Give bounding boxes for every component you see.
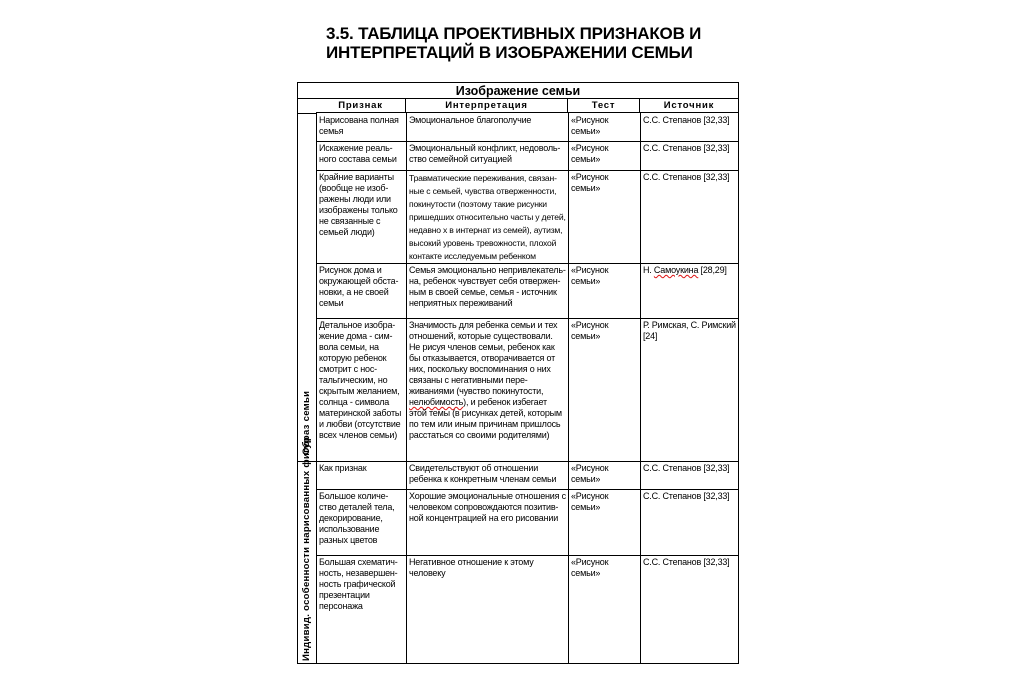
table-row-5-sign: Детальное изобра-жение дома - сим-вола семьи, на которую ребенок смотрит с нос-тальгическим, но скрытым желанием, солнца - символа материнской заботы и любви (отсутствие всех членов семьи) bbox=[319, 320, 402, 440]
table-row-4-test: «Рисунок семьи» bbox=[571, 265, 609, 286]
interp-part-3: ), и ребенок избегает этой темы (в рисунках детей, которым по тем или иным причинам пришлось расстаться со своими родителями) bbox=[409, 397, 562, 440]
table-row-6-test: «Рисунок семьи» bbox=[571, 463, 609, 484]
table-row-4-sign: Рисунок дома и окружающей обста-новки, а не своей семьи bbox=[319, 265, 399, 308]
title-line-2: ИНТЕРПРЕТАЦИЙ В ИЗОБРАЖЕНИИ СЕМЬИ bbox=[326, 43, 693, 62]
table-row-7-source: С.С. Степанов [32,33] bbox=[643, 491, 730, 501]
table-row-4-source bbox=[641, 264, 738, 318]
table-row-4-interp: Семья эмоционально непривлекатель-на, ребенок чувствует себя отвержен-ным в своей семье, семья - источник неприятных переживаний bbox=[409, 265, 566, 308]
table-row-3-source: С.С. Степанов [32,33] bbox=[643, 172, 730, 182]
table-row-6-sign: Как признак bbox=[319, 463, 367, 473]
interp-part-1: Значимость для ребенка семьи и тех отношений, которые существовали. Не рисуя членов семьи, ребенок как бы отказывается, отворачивается от них, поскольку воспоминания о них связаны с негативными пере-живаниями (чувство покинутости, bbox=[409, 320, 558, 396]
table-row-8-test: «Рисунок семьи» bbox=[571, 557, 609, 578]
table-row-3-test: «Рисунок семьи» bbox=[571, 172, 609, 193]
table-row-3-interp: Травматические переживания, связан-ные с семьей, чувства отверженности, покинутости (поэтому такие рисунки пришедших относительно часты у детей, недавно х в интернат из семей), аутизм, высокий уровень тревожности, плохой контакте исследуемым ребенком bbox=[409, 173, 566, 261]
table-row-7-interp: Хорошие эмоциональные отношения с человеком сопровождаются позитив-ной концентрацией на его рисовании bbox=[409, 491, 566, 523]
table-row-2-test: «Рисунок семьи» bbox=[571, 143, 609, 164]
source-suffix: [28,29] bbox=[698, 265, 727, 275]
table-row-6-source: С.С. Степанов [32,33] bbox=[643, 463, 730, 473]
title-line-1: 3.5. ТАБЛИЦА ПРОЕКТИВНЫХ ПРИЗНАКОВ И bbox=[326, 24, 702, 43]
table-row-2-sign: Искажение реаль-ного состава семьи bbox=[319, 143, 397, 164]
header-sign: Признак bbox=[316, 99, 406, 113]
table-caption: Изображение семьи bbox=[298, 83, 738, 99]
table-row-7-sign: Большое количе-ство деталей тела, декорирование, использование разных цветов bbox=[319, 491, 395, 545]
table-row-2-interp: Эмоциональный конфликт, недоволь-ство семейной ситуацией bbox=[409, 143, 561, 164]
table-row-5-interp bbox=[407, 319, 568, 461]
table-row-7-test: «Рисунок семьи» bbox=[571, 491, 609, 512]
table-row-8-sign: Большая схематич-ность, незавершен-ность графической презентации персонажа bbox=[319, 557, 398, 611]
table-row-5-source: Р. Римская, С. Римский [24] bbox=[643, 320, 736, 341]
table-row-8-source: С.С. Степанов [32,33] bbox=[643, 557, 730, 567]
header-test: Тест bbox=[568, 99, 640, 113]
group-label-family-image: Образ семьи bbox=[301, 390, 312, 455]
header-interpretation: Интерпретация bbox=[406, 99, 568, 113]
table-row-8-interp: Негативное отношение к этому человеку bbox=[409, 557, 534, 578]
source-prefix: Н. bbox=[643, 265, 654, 275]
table-row-1-sign: Нарисована полная семья bbox=[319, 115, 399, 136]
table-row-1-interp: Эмоциональное благополучие bbox=[409, 115, 532, 125]
table-row-5-test: «Рисунок семьи» bbox=[571, 320, 609, 341]
interp-part-2: нелюбимость bbox=[409, 397, 464, 407]
page-title bbox=[326, 24, 746, 62]
header-left-rule bbox=[298, 113, 316, 114]
table-row-6-interp: Свидетельствуют об отношении ребенка к конкретным членам семьи bbox=[409, 463, 557, 484]
table-row-2-source: С.С. Степанов [32,33] bbox=[643, 143, 730, 153]
table-row-1-source: С.С. Степанов [32,33] bbox=[643, 115, 730, 125]
header-source: Источник bbox=[640, 99, 738, 113]
table-row-3-sign: Крайние варианты (вообще не изоб-ражены люди или изображены только не связанные с семьей люди) bbox=[319, 172, 398, 237]
source-name: Самоукина bbox=[653, 265, 699, 275]
table-row-1-test: «Рисунок семьи» bbox=[571, 115, 609, 136]
family-drawing-table bbox=[297, 82, 739, 664]
group-label-figures: Индивид. особенности нарисованных фигур bbox=[301, 437, 312, 661]
